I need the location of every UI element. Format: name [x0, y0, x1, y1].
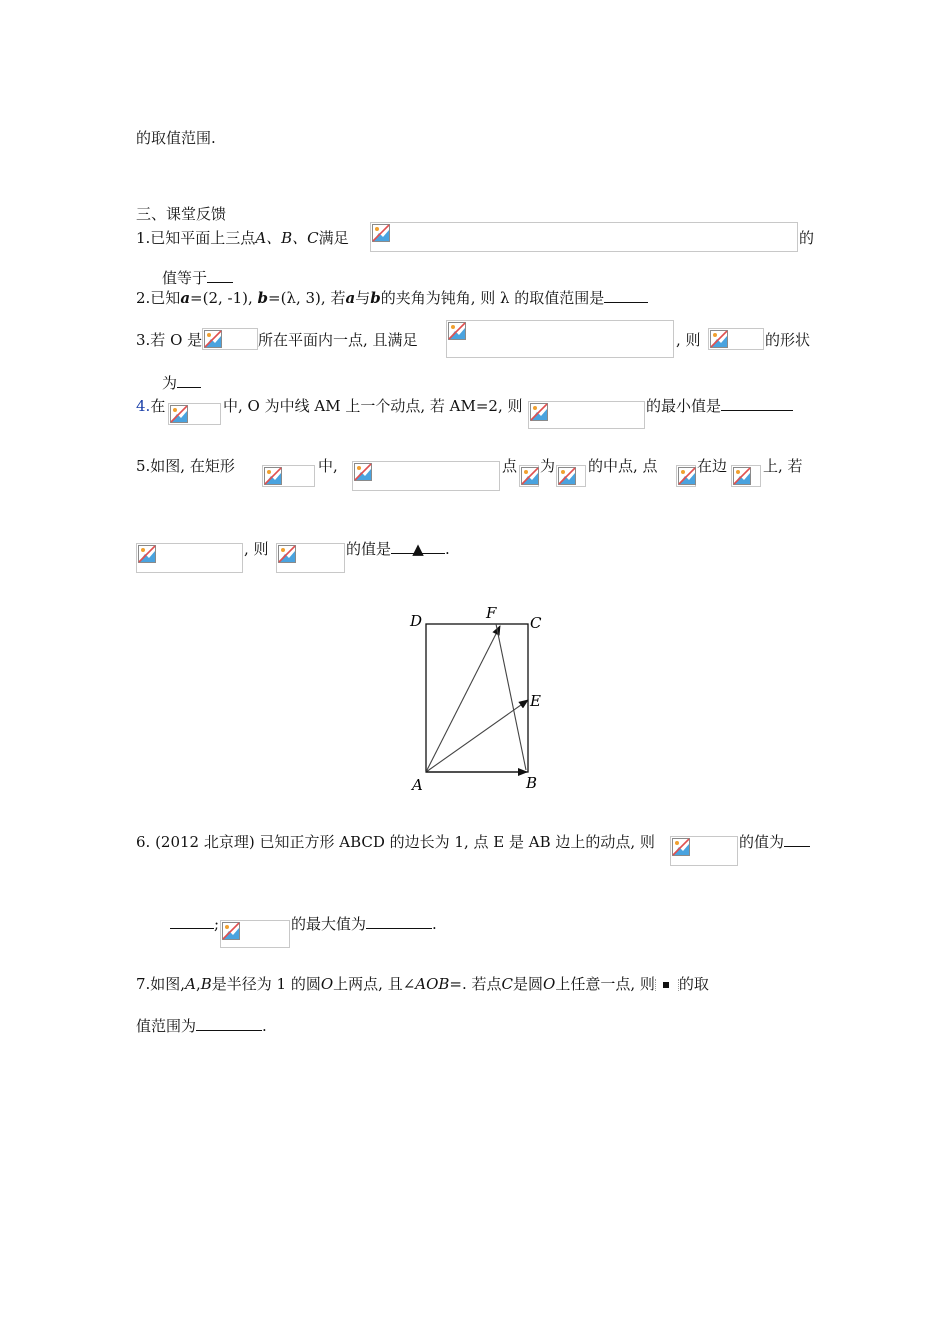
formula-image-placeholder [370, 222, 798, 252]
q5-g: 上, 若 [763, 457, 803, 475]
formula-image-placeholder [708, 328, 764, 350]
q4-b: 中, O 为中线 AM 上一个动点, 若 AM=2, 则 [223, 397, 523, 415]
label-d: D [410, 612, 423, 630]
q5-h: , 则 [244, 540, 269, 558]
vector-af [426, 626, 500, 772]
q5-i: 的值是 ▲ . [346, 540, 450, 558]
formula-image-placeholder [519, 465, 539, 487]
q1-de: 的 [799, 229, 815, 247]
answer-blank: ▲ [391, 539, 445, 554]
answer-blank [366, 914, 432, 929]
q3-d: 的形状 [765, 331, 811, 349]
q6-b: 的值为 [739, 832, 810, 852]
formula-image-placeholder [556, 465, 586, 487]
formula-image-placeholder [446, 320, 674, 358]
tiny-formula-image [655, 979, 679, 991]
label-f: F [486, 604, 497, 622]
answer-blank [784, 832, 810, 847]
formula-image-placeholder [276, 543, 345, 573]
q7-line2: 值范围为 . [136, 1017, 267, 1035]
answer-blank [196, 1016, 262, 1031]
formula-image-placeholder [670, 836, 738, 866]
q3-c: , 则 [676, 331, 701, 349]
q5-a: 5.如图, 在矩形 [136, 457, 235, 475]
q7-line1: 7.如图,A,B是半径为 1 的圆O上两点, 且∠AOB=. 若点C是圆O上任意一点, 则 的取 [136, 975, 709, 993]
section-title: 三、课堂反馈 [136, 205, 227, 223]
answer-blank [170, 914, 214, 929]
rectangle-abcd [426, 624, 528, 772]
vector-ae [426, 700, 528, 772]
q5-f: 在边 [697, 457, 728, 475]
q5-e: 的中点, 点 [588, 457, 658, 475]
formula-image-placeholder [352, 461, 500, 491]
q5-d: 为 [540, 457, 556, 475]
q4-c: 的最小值是 [646, 396, 793, 416]
answer-blank [207, 268, 233, 283]
label-c: C [530, 614, 542, 632]
rectangle-vector-figure [404, 600, 554, 800]
answer-blank [721, 396, 793, 411]
q6-c: ; [170, 914, 219, 934]
q3-a: 3.若 O 是 [136, 331, 203, 349]
answer-blank [177, 373, 201, 388]
formula-image-placeholder [202, 328, 258, 350]
q5-b: 中, [318, 457, 338, 475]
answer-blank [604, 288, 648, 303]
formula-image-placeholder [731, 465, 761, 487]
segment-fb [496, 624, 526, 770]
q3-e: 为 [162, 373, 201, 393]
label-a: A [412, 776, 423, 794]
formula-image-placeholder [220, 920, 290, 948]
q6-a: 6. (2012 北京理) 已知正方形 ABCD 的边长为 1, 点 E 是 AB 边上的动点, 则 [136, 833, 655, 851]
q5-c: 点 [502, 457, 518, 475]
q1-line2: 值等于 [162, 268, 233, 288]
q2-line: 2.已知a=(2, -1), b=(λ, 3), 若a与b的夹角为钝角, 则 λ 的取值范围是 [136, 288, 648, 308]
q1-line1: 1.已知平面上三点A、B、C满足 [136, 229, 349, 247]
formula-image-placeholder [136, 543, 243, 573]
q4-a: 4.在 [136, 397, 166, 415]
formula-image-placeholder [528, 401, 645, 429]
formula-image-placeholder [168, 403, 221, 425]
label-b: B [526, 774, 538, 792]
formula-image-placeholder [676, 465, 696, 487]
formula-image-placeholder [262, 465, 315, 487]
label-e: E [530, 692, 541, 710]
q3-b: 所在平面内一点, 且满足 [258, 331, 418, 349]
top-text: 的取值范围. [136, 129, 216, 147]
q6-d: 的最大值为 . [291, 915, 437, 933]
